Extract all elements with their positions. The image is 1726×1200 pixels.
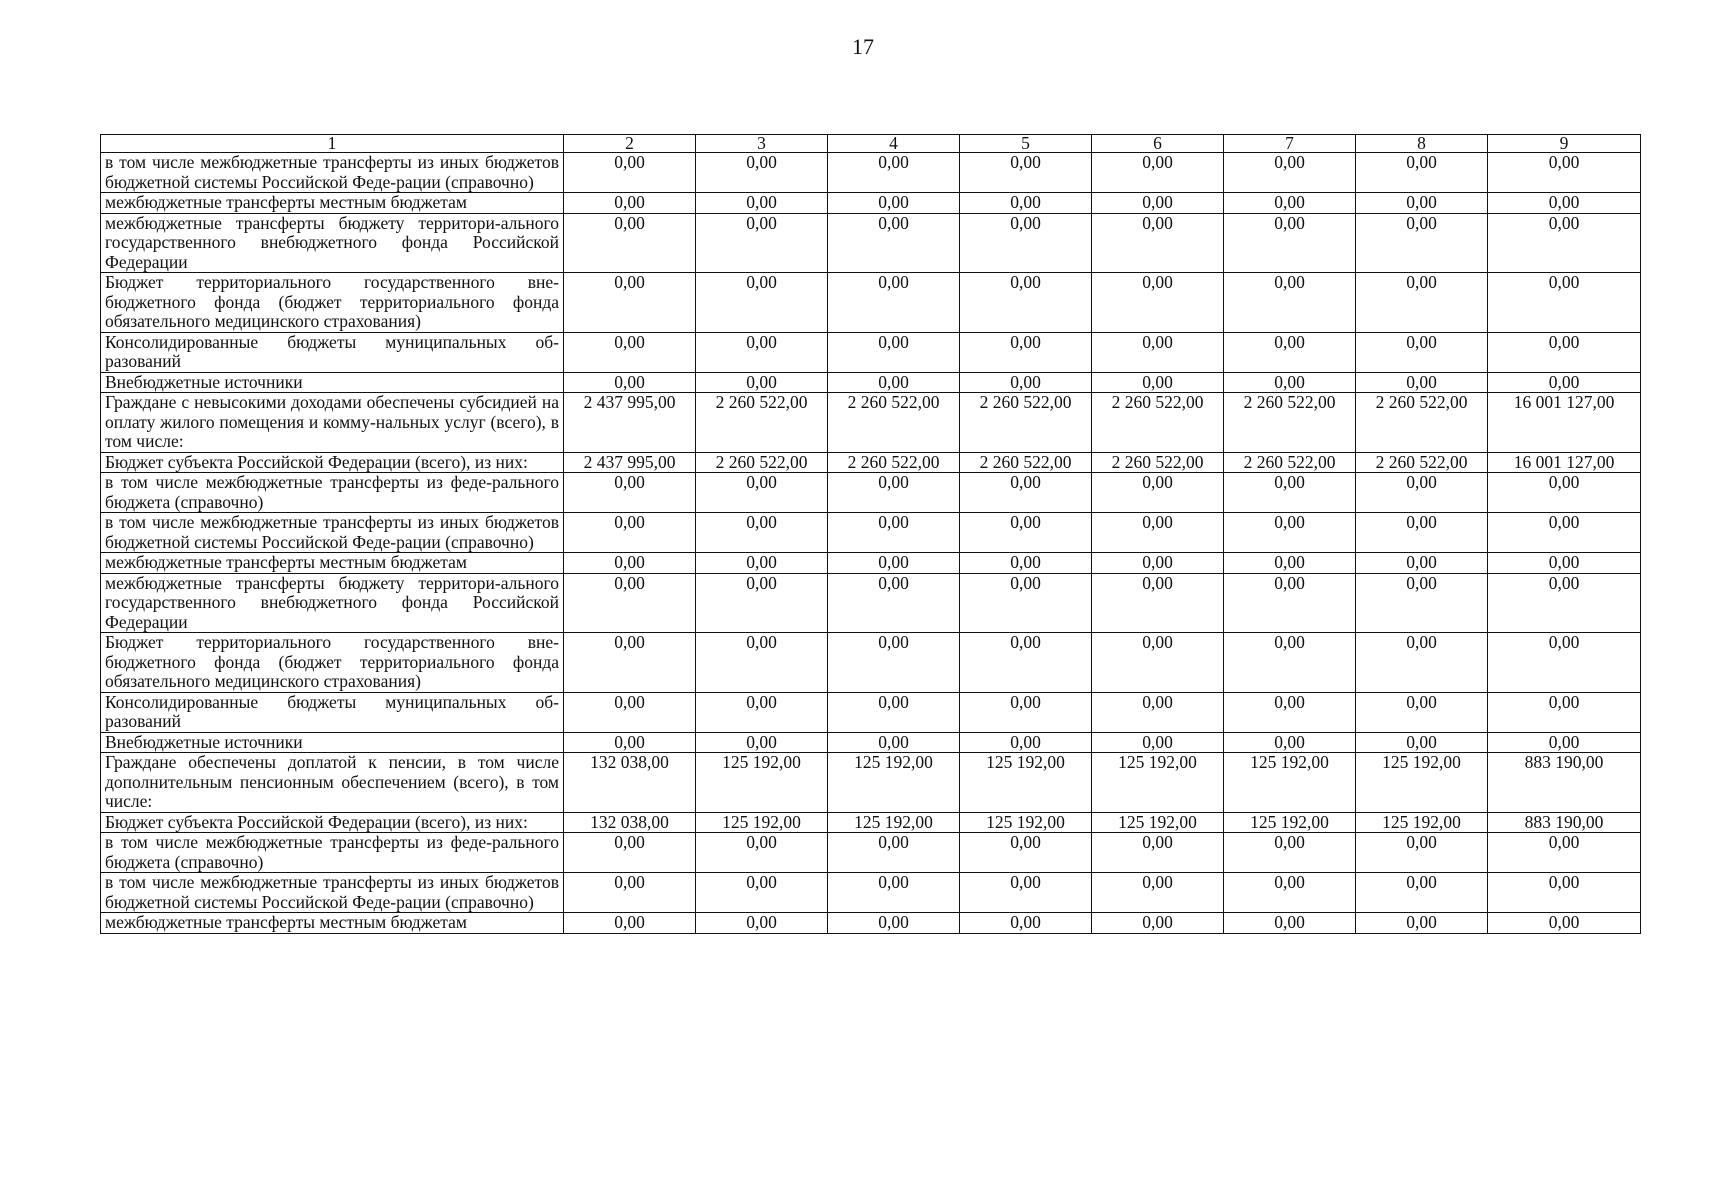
value-cell: 0,00 [1224, 332, 1356, 372]
column-header: 7 [1224, 135, 1356, 153]
value-cell: 0,00 [1488, 633, 1641, 693]
value-cell: 0,00 [564, 633, 696, 693]
value-cell: 132 038,00 [564, 812, 696, 833]
value-cell: 0,00 [828, 213, 960, 273]
row-label: в том числе межбюджетные трансферты из феде-рального бюджета (справочно) [101, 473, 564, 513]
value-cell: 125 192,00 [828, 812, 960, 833]
value-cell: 0,00 [1488, 153, 1641, 193]
table-row [101, 633, 1641, 693]
value-cell: 0,00 [1092, 473, 1224, 513]
value-cell: 0,00 [696, 633, 828, 693]
value-cell: 125 192,00 [1092, 753, 1224, 813]
value-cell: 0,00 [828, 913, 960, 934]
value-cell: 2 260 522,00 [1224, 393, 1356, 453]
value-cell: 0,00 [564, 332, 696, 372]
value-cell: 2 260 522,00 [1224, 452, 1356, 473]
value-cell: 0,00 [960, 213, 1092, 273]
value-cell: 0,00 [828, 153, 960, 193]
column-number-row [101, 135, 1641, 153]
value-cell: 0,00 [1356, 372, 1488, 393]
value-cell: 0,00 [1092, 873, 1224, 913]
value-cell: 0,00 [828, 193, 960, 214]
value-cell: 0,00 [828, 513, 960, 553]
column-header: 9 [1488, 135, 1641, 153]
value-cell: 125 192,00 [1092, 812, 1224, 833]
value-cell: 0,00 [1092, 193, 1224, 214]
value-cell: 0,00 [960, 193, 1092, 214]
value-cell: 0,00 [564, 473, 696, 513]
row-label: в том числе межбюджетные трансферты из иных бюджетов бюджетной системы Российской Феде-рации (справочно) [101, 153, 564, 193]
table-row [101, 513, 1641, 553]
table-row [101, 873, 1641, 913]
value-cell: 0,00 [696, 513, 828, 553]
value-cell: 125 192,00 [1224, 812, 1356, 833]
row-label: межбюджетные трансферты бюджету территори-ального государственного внебюджетного фонда Российской Федерации [101, 573, 564, 633]
value-cell: 0,00 [1356, 332, 1488, 372]
value-cell: 2 437 995,00 [564, 393, 696, 453]
value-cell: 0,00 [1224, 913, 1356, 934]
table-row [101, 573, 1641, 633]
value-cell: 0,00 [1488, 873, 1641, 913]
value-cell: 0,00 [828, 332, 960, 372]
value-cell: 0,00 [1224, 633, 1356, 693]
value-cell: 2 437 995,00 [564, 452, 696, 473]
value-cell: 0,00 [960, 633, 1092, 693]
value-cell: 0,00 [960, 873, 1092, 913]
value-cell: 0,00 [828, 732, 960, 753]
value-cell: 0,00 [1356, 153, 1488, 193]
value-cell: 0,00 [1356, 573, 1488, 633]
column-header: 6 [1092, 135, 1224, 153]
value-cell: 0,00 [960, 332, 1092, 372]
table-row [101, 372, 1641, 393]
row-label: Бюджет территориального государственного вне-бюджетного фонда (бюджет территориального фонда обязательного медицинского страхования) [101, 273, 564, 333]
value-cell: 125 192,00 [1356, 812, 1488, 833]
value-cell: 0,00 [1092, 573, 1224, 633]
value-cell: 0,00 [960, 913, 1092, 934]
row-label: в том числе межбюджетные трансферты из феде-рального бюджета (справочно) [101, 833, 564, 873]
value-cell: 0,00 [1488, 692, 1641, 732]
value-cell: 0,00 [960, 833, 1092, 873]
value-cell: 0,00 [1356, 193, 1488, 214]
row-label: Бюджет субъекта Российской Федерации (всего), из них: [101, 452, 564, 473]
value-cell: 0,00 [1356, 833, 1488, 873]
row-label: Консолидированные бюджеты муниципальных об-разований [101, 332, 564, 372]
value-cell: 0,00 [1092, 372, 1224, 393]
value-cell: 2 260 522,00 [696, 452, 828, 473]
value-cell: 0,00 [1224, 873, 1356, 913]
value-cell: 0,00 [1224, 833, 1356, 873]
value-cell: 0,00 [828, 573, 960, 633]
value-cell: 0,00 [564, 153, 696, 193]
column-header: 1 [101, 135, 564, 153]
value-cell: 0,00 [564, 193, 696, 214]
value-cell: 0,00 [1356, 732, 1488, 753]
page-number: 17 [852, 34, 874, 59]
value-cell: 0,00 [1488, 833, 1641, 873]
value-cell: 0,00 [1092, 213, 1224, 273]
table-row [101, 393, 1641, 453]
value-cell: 0,00 [1092, 732, 1224, 753]
value-cell: 2 260 522,00 [696, 393, 828, 453]
value-cell: 0,00 [960, 372, 1092, 393]
value-cell: 0,00 [1224, 153, 1356, 193]
value-cell: 0,00 [828, 833, 960, 873]
table-row [101, 473, 1641, 513]
value-cell: 0,00 [696, 213, 828, 273]
value-cell: 0,00 [1092, 513, 1224, 553]
value-cell: 0,00 [828, 553, 960, 574]
value-cell: 125 192,00 [1356, 753, 1488, 813]
value-cell: 125 192,00 [960, 812, 1092, 833]
value-cell: 0,00 [696, 873, 828, 913]
value-cell: 0,00 [696, 732, 828, 753]
value-cell: 0,00 [696, 692, 828, 732]
value-cell: 0,00 [1224, 692, 1356, 732]
value-cell: 0,00 [564, 573, 696, 633]
row-label: Внебюджетные источники [101, 732, 564, 753]
value-cell: 0,00 [696, 553, 828, 574]
value-cell: 0,00 [1224, 473, 1356, 513]
value-cell: 2 260 522,00 [960, 452, 1092, 473]
value-cell: 0,00 [1356, 633, 1488, 693]
value-cell: 0,00 [696, 193, 828, 214]
value-cell: 883 190,00 [1488, 812, 1641, 833]
value-cell: 0,00 [564, 913, 696, 934]
value-cell: 2 260 522,00 [960, 393, 1092, 453]
value-cell: 0,00 [1224, 732, 1356, 753]
value-cell: 125 192,00 [828, 753, 960, 813]
column-header: 5 [960, 135, 1092, 153]
value-cell: 883 190,00 [1488, 753, 1641, 813]
budget-table-container [100, 134, 1640, 934]
value-cell: 0,00 [1356, 553, 1488, 574]
value-cell: 0,00 [564, 873, 696, 913]
value-cell: 0,00 [1356, 913, 1488, 934]
value-cell: 0,00 [828, 473, 960, 513]
value-cell: 0,00 [564, 833, 696, 873]
value-cell: 0,00 [564, 372, 696, 393]
value-cell: 2 260 522,00 [828, 393, 960, 453]
table-row [101, 213, 1641, 273]
value-cell: 0,00 [1356, 513, 1488, 553]
value-cell: 0,00 [1092, 633, 1224, 693]
value-cell: 0,00 [696, 913, 828, 934]
table-row [101, 452, 1641, 473]
value-cell: 2 260 522,00 [1092, 393, 1224, 453]
value-cell: 0,00 [1356, 873, 1488, 913]
value-cell: 0,00 [1224, 193, 1356, 214]
value-cell: 0,00 [696, 273, 828, 333]
value-cell: 0,00 [564, 732, 696, 753]
value-cell: 16 001 127,00 [1488, 452, 1641, 473]
value-cell: 132 038,00 [564, 753, 696, 813]
value-cell: 125 192,00 [1224, 753, 1356, 813]
column-header: 2 [564, 135, 696, 153]
table-row [101, 553, 1641, 574]
value-cell: 0,00 [1092, 553, 1224, 574]
value-cell: 0,00 [696, 153, 828, 193]
value-cell: 0,00 [1488, 332, 1641, 372]
row-label: Бюджет субъекта Российской Федерации (всего), из них: [101, 812, 564, 833]
value-cell: 0,00 [960, 692, 1092, 732]
row-label: межбюджетные трансферты местным бюджетам [101, 913, 564, 934]
row-label: межбюджетные трансферты бюджету территори-ального государственного внебюджетного фонда Российской Федерации [101, 213, 564, 273]
value-cell: 0,00 [1488, 372, 1641, 393]
table-row [101, 732, 1641, 753]
value-cell: 0,00 [1488, 732, 1641, 753]
value-cell: 0,00 [564, 692, 696, 732]
value-cell: 0,00 [960, 732, 1092, 753]
value-cell: 0,00 [828, 633, 960, 693]
row-label: Граждане обеспечены доплатой к пенсии, в том числе дополнительным пенсионным обеспечением (всего), в том числе: [101, 753, 564, 813]
table-body [101, 153, 1641, 934]
value-cell: 0,00 [960, 513, 1092, 553]
table-row [101, 193, 1641, 214]
value-cell: 0,00 [1092, 833, 1224, 873]
value-cell: 0,00 [1488, 473, 1641, 513]
value-cell: 0,00 [828, 873, 960, 913]
value-cell: 0,00 [564, 213, 696, 273]
value-cell: 0,00 [1092, 273, 1224, 333]
row-label: Бюджет территориального государственного вне-бюджетного фонда (бюджет территориального фонда обязательного медицинского страхования) [101, 633, 564, 693]
row-label: в том числе межбюджетные трансферты из иных бюджетов бюджетной системы Российской Феде-рации (справочно) [101, 873, 564, 913]
column-header: 3 [696, 135, 828, 153]
budget-table [100, 134, 1641, 934]
value-cell: 0,00 [696, 473, 828, 513]
value-cell: 0,00 [1224, 372, 1356, 393]
value-cell: 0,00 [828, 372, 960, 393]
table-row [101, 913, 1641, 934]
value-cell: 0,00 [1224, 213, 1356, 273]
value-cell: 0,00 [1488, 513, 1641, 553]
value-cell: 0,00 [1488, 213, 1641, 273]
value-cell: 16 001 127,00 [1488, 393, 1641, 453]
value-cell: 0,00 [960, 473, 1092, 513]
value-cell: 0,00 [1092, 692, 1224, 732]
value-cell: 0,00 [1488, 193, 1641, 214]
value-cell: 0,00 [1092, 332, 1224, 372]
value-cell: 0,00 [696, 372, 828, 393]
row-label: межбюджетные трансферты местным бюджетам [101, 193, 564, 214]
value-cell: 0,00 [1488, 273, 1641, 333]
value-cell: 0,00 [960, 573, 1092, 633]
value-cell: 0,00 [1488, 913, 1641, 934]
value-cell: 0,00 [960, 553, 1092, 574]
value-cell: 2 260 522,00 [1356, 393, 1488, 453]
row-label: в том числе межбюджетные трансферты из иных бюджетов бюджетной системы Российской Феде-рации (справочно) [101, 513, 564, 553]
table-row [101, 753, 1641, 813]
value-cell: 0,00 [828, 273, 960, 333]
value-cell: 0,00 [1092, 153, 1224, 193]
value-cell: 0,00 [696, 833, 828, 873]
row-label: Консолидированные бюджеты муниципальных об-разований [101, 692, 564, 732]
table-row [101, 833, 1641, 873]
table-row [101, 332, 1641, 372]
value-cell: 0,00 [1356, 692, 1488, 732]
value-cell: 0,00 [1224, 273, 1356, 333]
value-cell: 125 192,00 [696, 753, 828, 813]
value-cell: 2 260 522,00 [1356, 452, 1488, 473]
value-cell: 0,00 [1356, 273, 1488, 333]
value-cell: 0,00 [1356, 213, 1488, 273]
column-header: 4 [828, 135, 960, 153]
table-row [101, 153, 1641, 193]
value-cell: 2 260 522,00 [1092, 452, 1224, 473]
row-label: Внебюджетные источники [101, 372, 564, 393]
value-cell: 125 192,00 [960, 753, 1092, 813]
value-cell: 0,00 [696, 332, 828, 372]
value-cell: 0,00 [1224, 553, 1356, 574]
value-cell: 0,00 [1224, 573, 1356, 633]
value-cell: 0,00 [1092, 913, 1224, 934]
value-cell: 0,00 [1356, 473, 1488, 513]
value-cell: 0,00 [1488, 553, 1641, 574]
column-header: 8 [1356, 135, 1488, 153]
table-row [101, 812, 1641, 833]
value-cell: 0,00 [696, 573, 828, 633]
value-cell: 2 260 522,00 [828, 452, 960, 473]
value-cell: 0,00 [1224, 513, 1356, 553]
value-cell: 0,00 [960, 153, 1092, 193]
value-cell: 0,00 [564, 273, 696, 333]
value-cell: 0,00 [1488, 573, 1641, 633]
value-cell: 0,00 [564, 513, 696, 553]
value-cell: 0,00 [564, 553, 696, 574]
value-cell: 0,00 [960, 273, 1092, 333]
table-row [101, 692, 1641, 732]
value-cell: 0,00 [828, 692, 960, 732]
row-label: межбюджетные трансферты местным бюджетам [101, 553, 564, 574]
row-label: Граждане с невысокими доходами обеспечены субсидией на оплату жилого помещения и комму-нальных услуг (всего), в том числе: [101, 393, 564, 453]
value-cell: 125 192,00 [696, 812, 828, 833]
table-row [101, 273, 1641, 333]
